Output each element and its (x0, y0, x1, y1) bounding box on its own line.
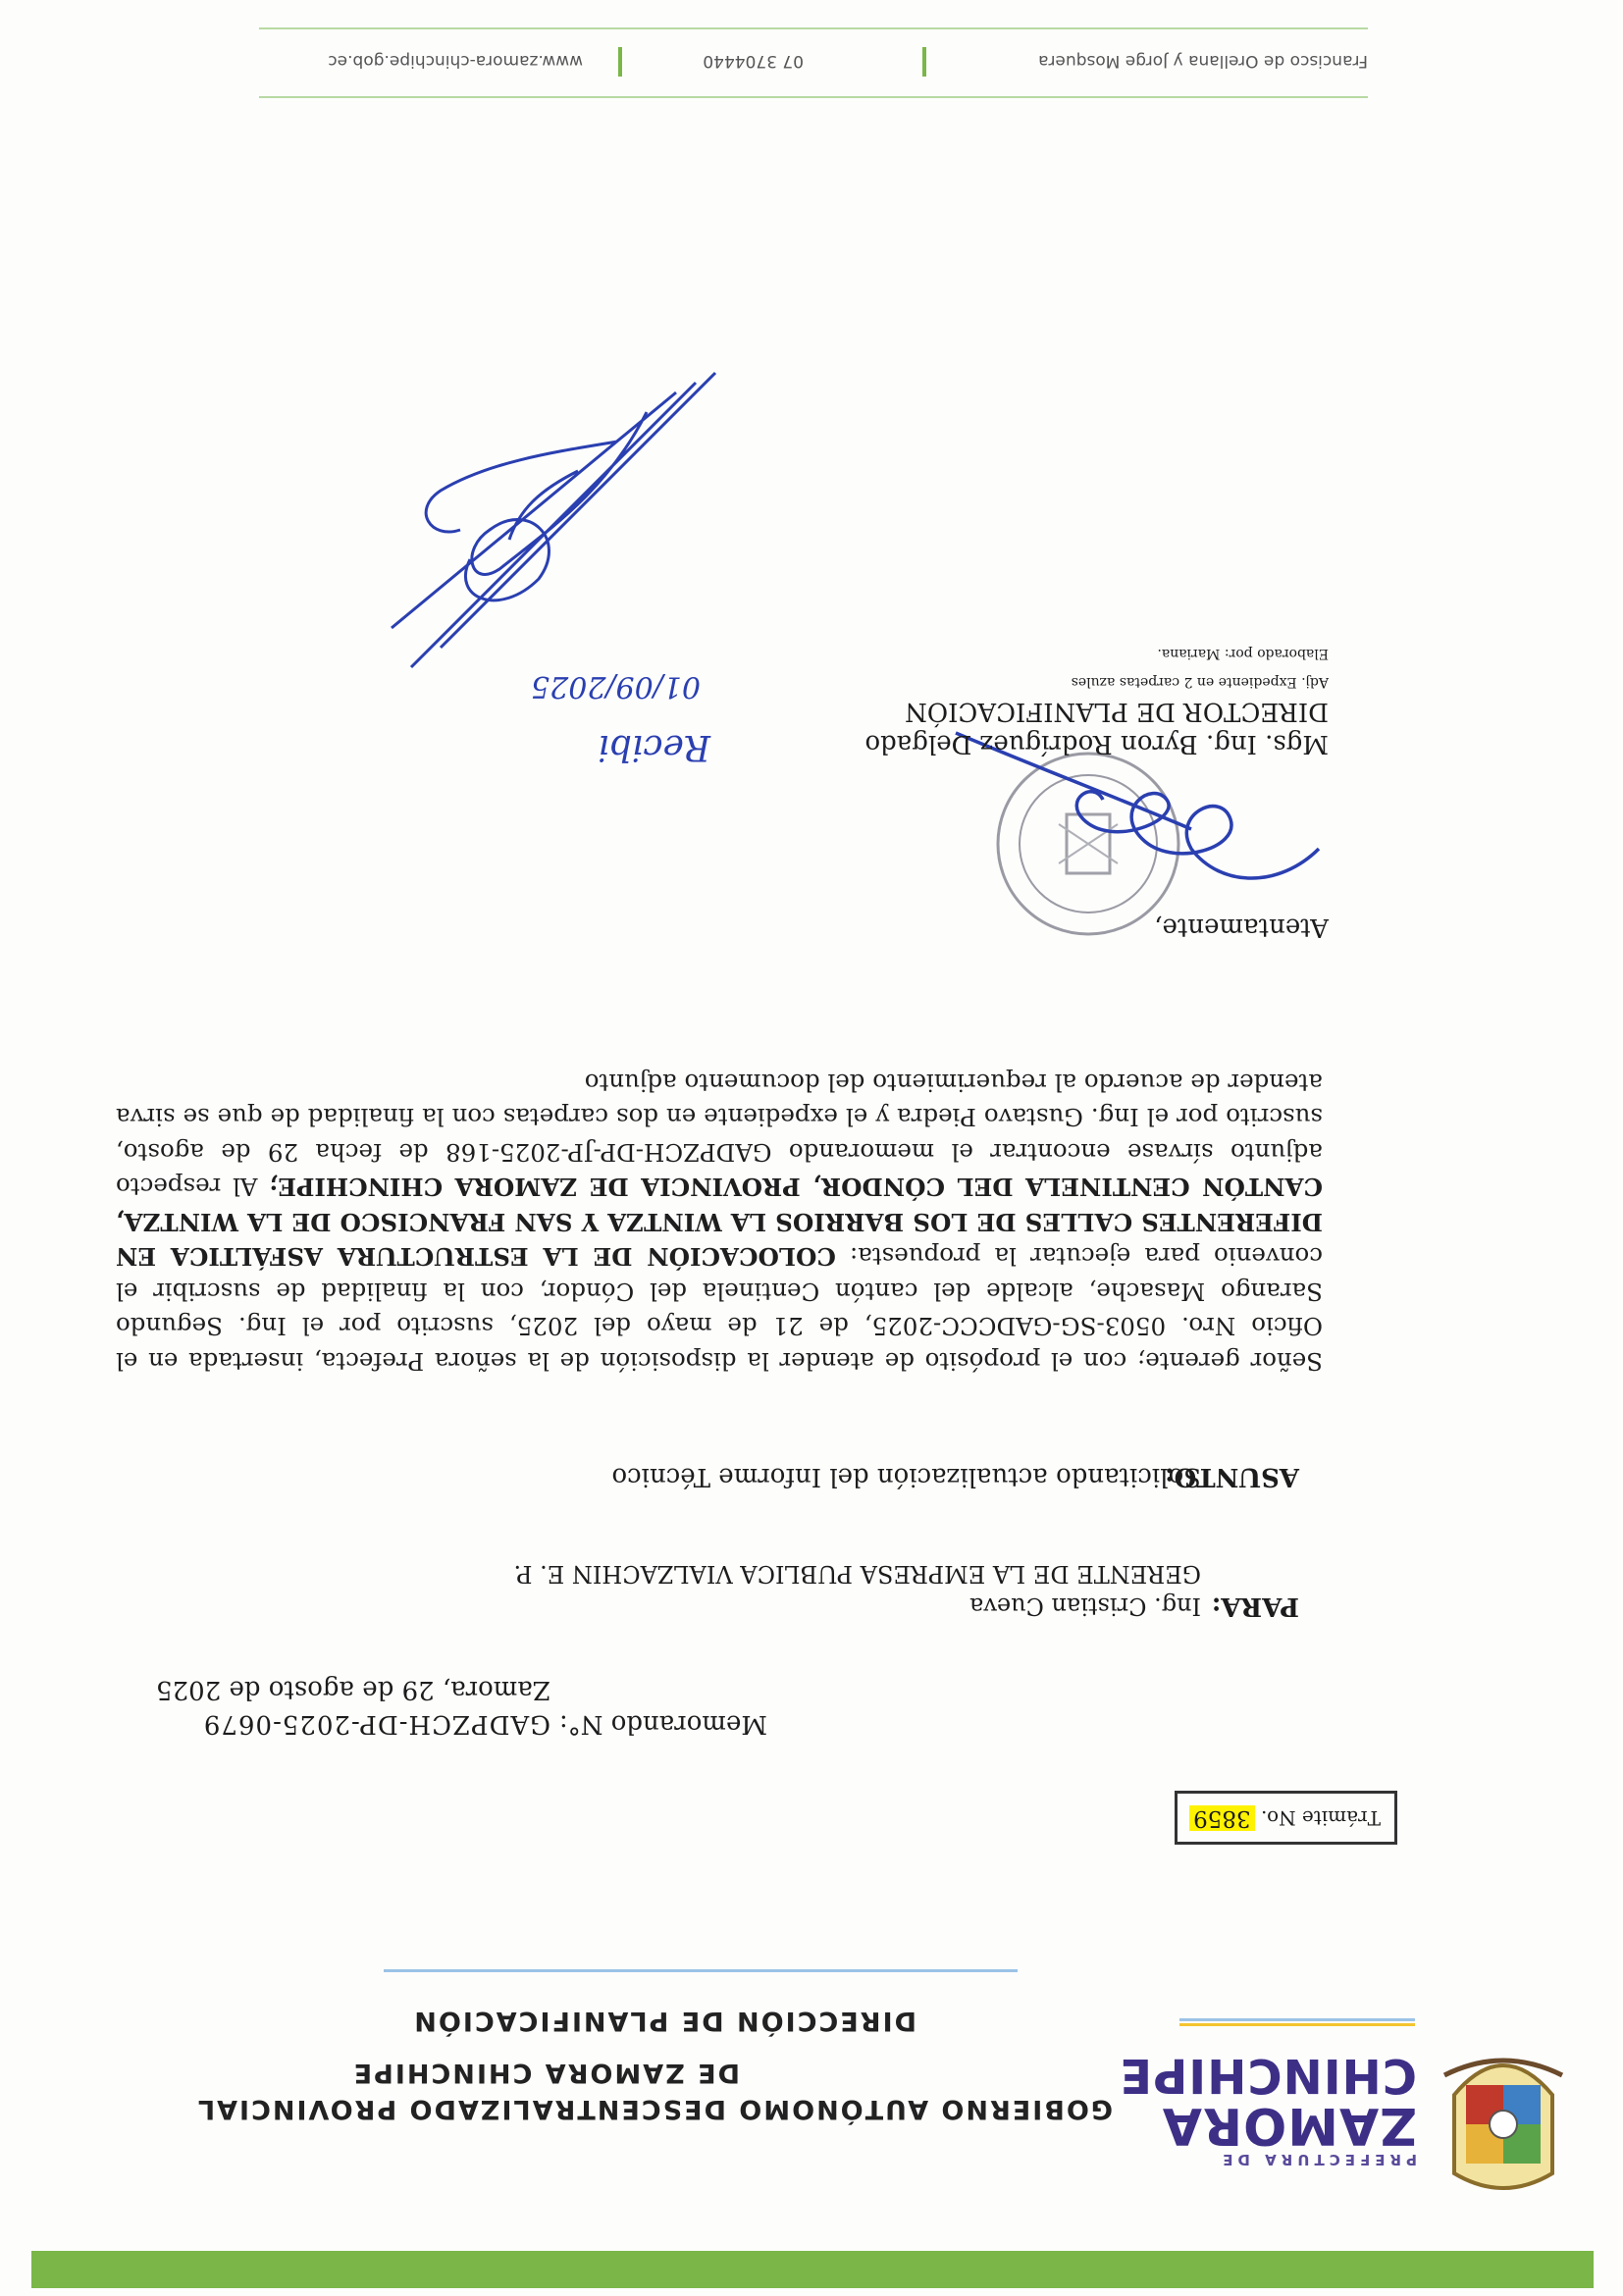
footer (259, 41, 1368, 80)
para-label: PARA: (1211, 1592, 1299, 1621)
government-title-line-1: GOBIERNO AUTÓNOMO DESCENTRALIZADO PROVINCIAL (195, 2094, 1113, 2124)
recipient-signature (362, 363, 735, 687)
memo-date: Zamora, 29 de agosto de 2025 (156, 1675, 550, 1704)
signer-name: Mgs. Ing. Byron Rodríguez Delgado (864, 729, 1329, 758)
header-green-bar (31, 2251, 1594, 2288)
recipient-position: GERENTE DE LA EMPRESA PUBLICA VIALZACHIN E. P. (513, 1560, 1201, 1588)
received-date: 01/09/2025 (531, 669, 701, 704)
footer-line-bottom (259, 27, 1368, 29)
government-title-line-2: DE ZAMORA CHINCHIPE (351, 2058, 740, 2088)
brand-line-1: ZAMORA (1161, 2096, 1417, 2155)
government-title (33, 2055, 1113, 2127)
asunto-value: Solicitando actualización del Informe Técnico (611, 1462, 1201, 1491)
footer-address: Francisco de Orellana y Jorge Mosquera (1038, 51, 1368, 71)
footer-separator (922, 47, 926, 77)
tramite-box (1175, 1791, 1397, 1845)
footer-line-top (259, 96, 1368, 98)
memo-body (116, 1066, 1323, 1380)
body-part-2: Al respecto adjunto sírvase encontrar el memorando GADPZCH-DP-JP-2025-168 de fecha 29 de agosto, suscrito por el Ing. Gustavo Piedra y el expediente en dos carpetas con la finalidad de que se sirva atender de acuerdo al requerimiento del documento adjunto (115, 1069, 1323, 1202)
tramite-number: 3859 (1189, 1805, 1255, 1831)
closing-salutation: Atentamente, (1154, 913, 1329, 942)
province-shield-logo (1435, 2036, 1572, 2203)
signer-title: DIRECTOR DE PLANIFICACIÓN (905, 697, 1329, 726)
footer-website: www.zamora-chinchipe.gob.ec (328, 51, 583, 71)
memo-number: GADPZCH-DP-2025-0679 (202, 1709, 550, 1739)
tramite-label: Trámite No. (1261, 1806, 1381, 1830)
header-divider (384, 1969, 1018, 1972)
body-project-title: COLOCACIÓN DE LA ESTRUCTURA ASFÁLTICA EN DIFERENTES CALLES DE LOS BARRIOS LA WINTZA Y SAN FRANCISCO DE LA WINTZA, CANTÓN CENTINELA DEL CÓNDOR, PROVINCIA DE ZAMORA CHINCHIPE; (116, 1173, 1323, 1272)
received-word: Recibi (598, 727, 710, 767)
footer-phone: 07 3704440 (703, 51, 804, 71)
brand-line-2: CHINCHIPE (1119, 2048, 1417, 2103)
prepared-by: Elaborado por: Mariana. (1157, 646, 1329, 661)
brand-small-text: PREFECTURA DE (1218, 2151, 1417, 2168)
memo-label: Memorando N°: (558, 1709, 767, 1739)
attachment-note: Adj. Expediente en 2 carpetas azules (1071, 674, 1329, 690)
brand-wordmark (1119, 2048, 1417, 2168)
asunto-label: ASUNTO: (1165, 1462, 1299, 1491)
body-part-1: Señor gerente; con el propósito de atender la disposición de la señora Prefecta, insertada en el Oficio Nro. 0503-SG-GADCCC-2025, de 21 de mayo del 2025, suscrito por el Ing. Segundo Sarango Masache, alcalde del cantón Centinela del Cóndor, con la finalidad de suscribir el convenio para ejecutar la propuesta: (116, 1242, 1323, 1376)
recipient-name: Ing. Cristian Cueva (969, 1592, 1201, 1620)
footer-separator (618, 47, 622, 77)
direction-title: DIRECCIÓN DE PLANIFICACIÓN (412, 2006, 916, 2036)
brand-color-lines (1179, 2018, 1415, 2026)
